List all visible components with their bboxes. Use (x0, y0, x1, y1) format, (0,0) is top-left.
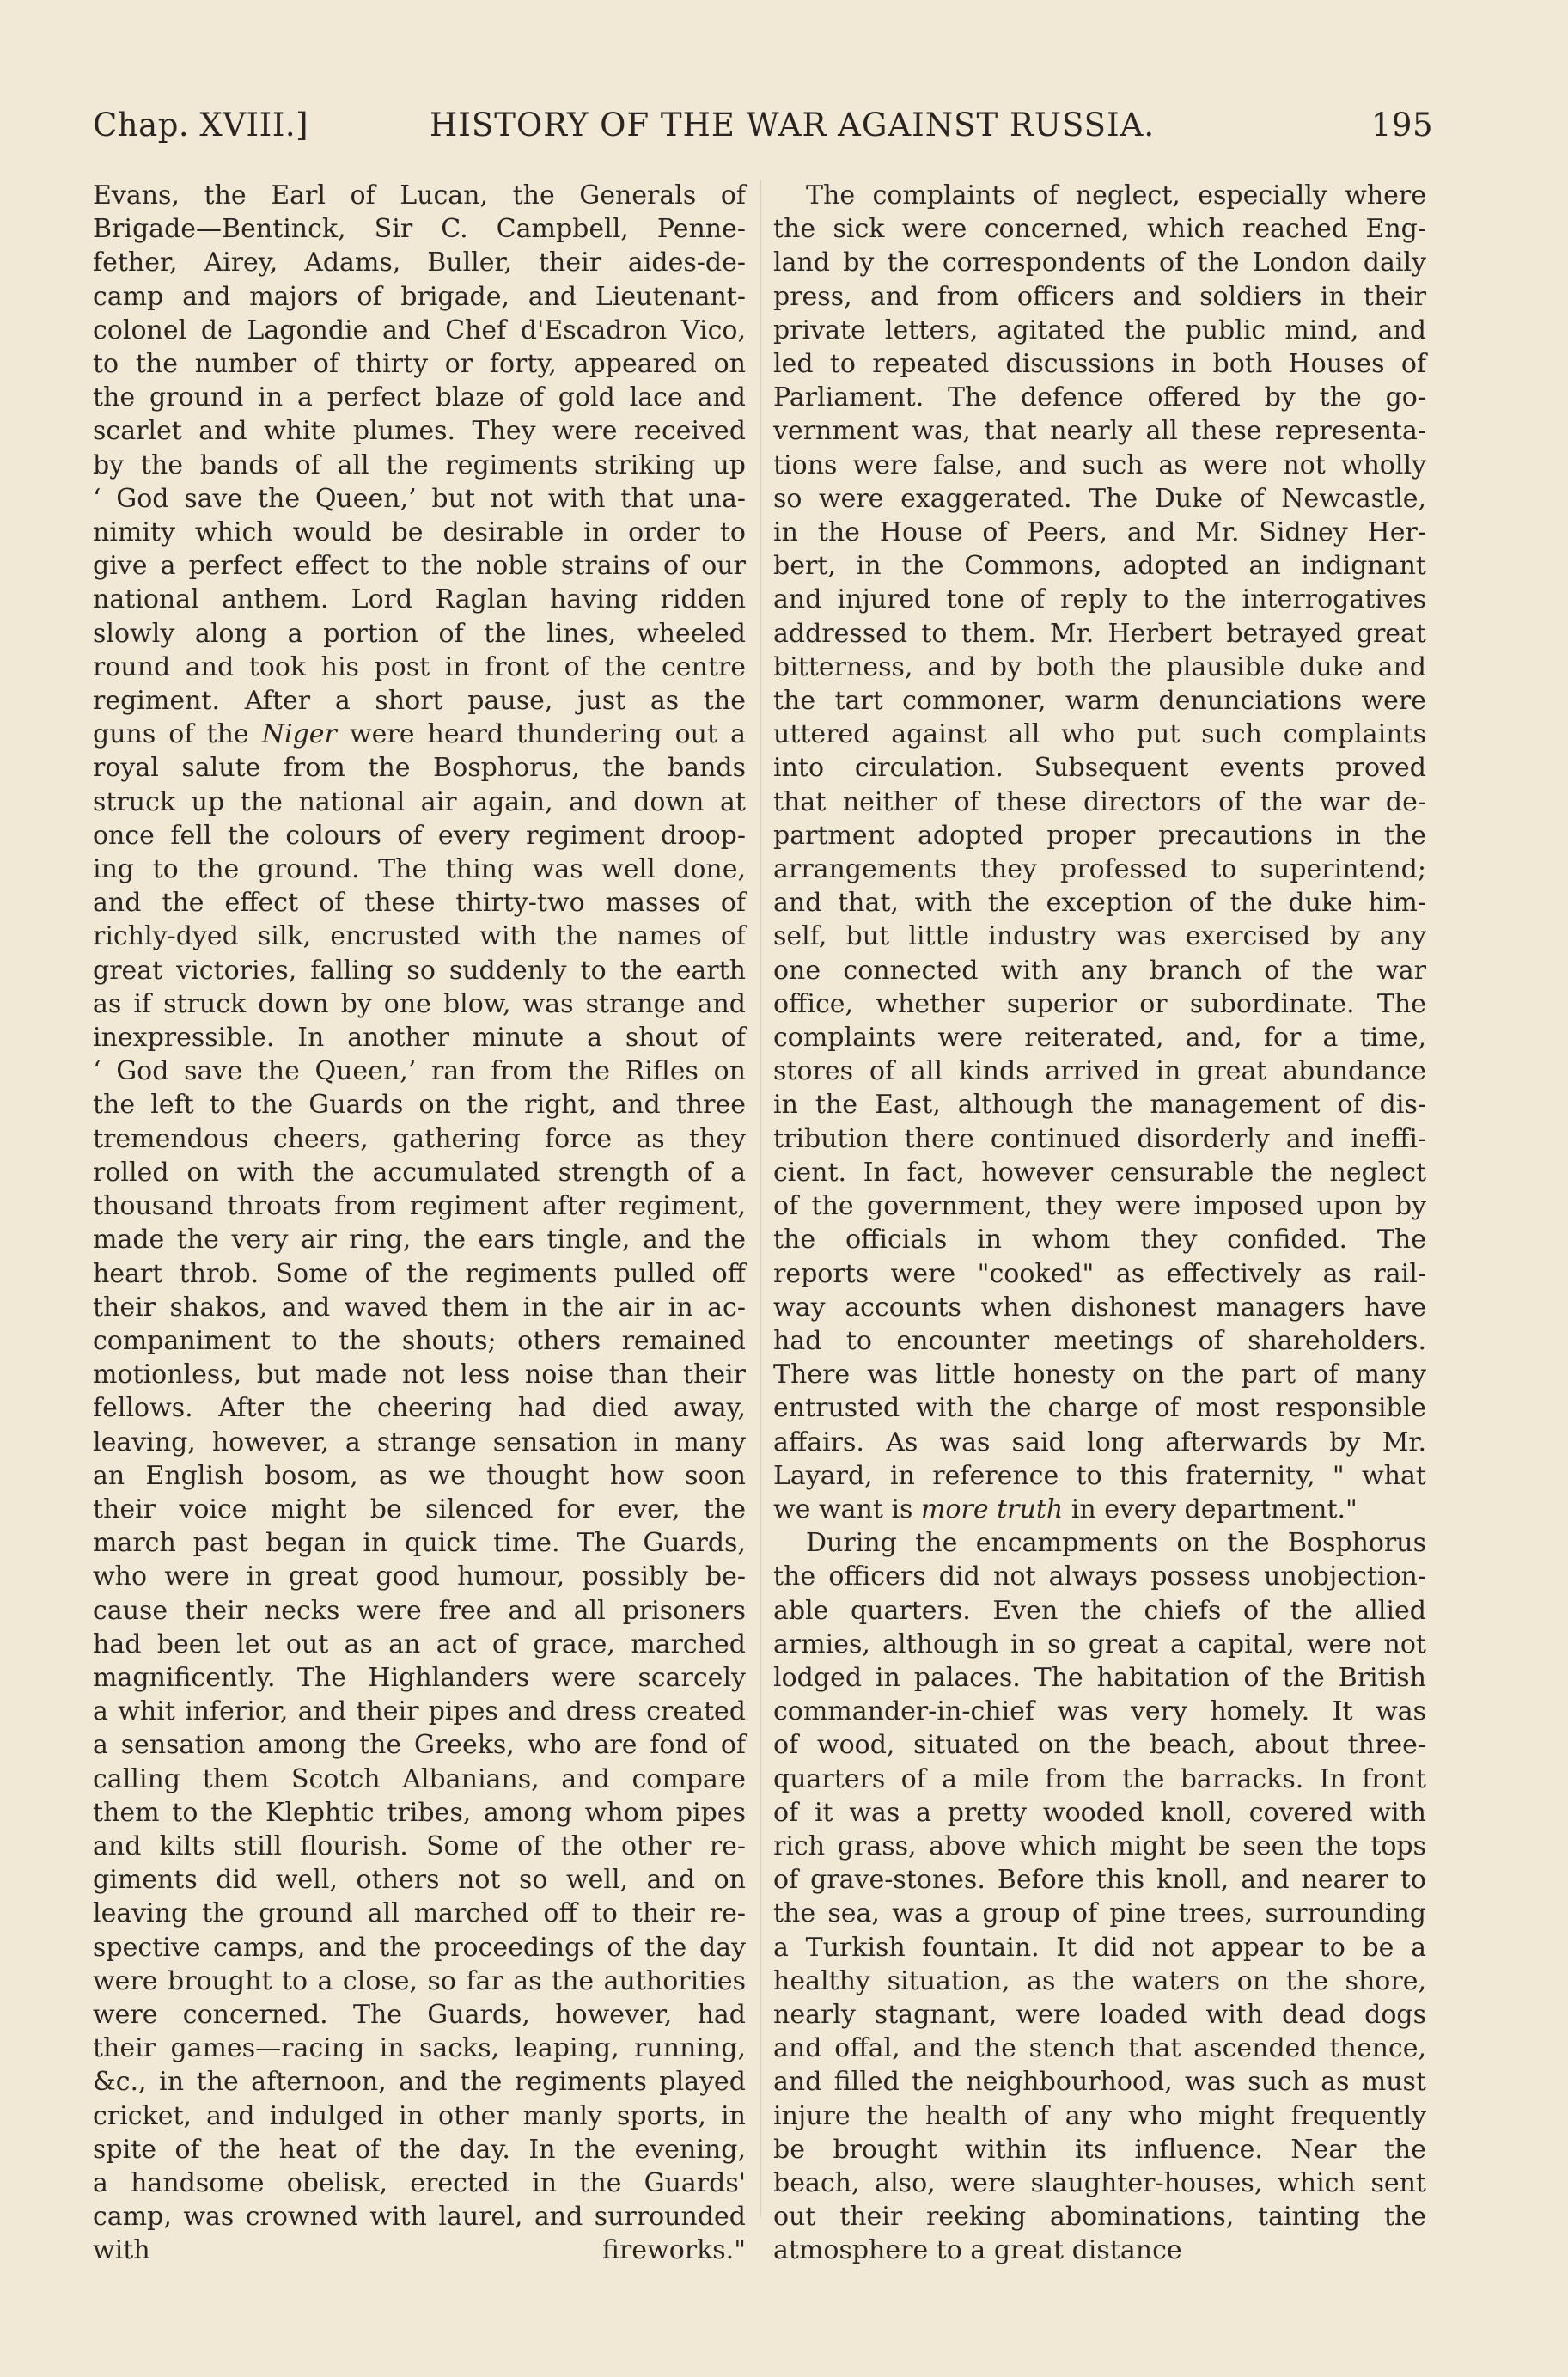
text-line: cause their necks were free and all prisoners (93, 1595, 746, 1626)
text-line: lodged in palaces. The habitation of the British (773, 1662, 1426, 1693)
text-line: colonel de Lagondie and Chef d'Escadron Vico, (93, 315, 746, 345)
text-line: ing to the ground. The thing was well done, (93, 854, 746, 885)
text-line: leaving the ground all marched off to their re- (93, 1898, 746, 1929)
text-line: a whit inferior, and their pipes and dress created (93, 1696, 746, 1727)
text-line: in the House of Peers, and Mr. Sidney Her- (773, 517, 1426, 548)
text-line: camp and majors of brigade, and Lieutenant- (93, 281, 746, 312)
text-line: camp, was crowned with laurel, and surrounded (93, 2202, 746, 2233)
text-line: press, and from officers and soldiers in their (773, 281, 1426, 312)
text-line: Layard, in reference to this fraternity, " what (773, 1460, 1426, 1491)
right-column (773, 179, 1426, 2268)
page-number: 195 (1370, 107, 1433, 144)
text-line: scarlet and white plumes. They were received (93, 416, 746, 447)
text-line: of wood, situated on the beach, about three- (773, 1730, 1426, 1761)
text-line: tremendous cheers, gathering force as they (93, 1123, 746, 1154)
text-line: calling them Scotch Albanians, and compare (93, 1763, 746, 1794)
text-line: guns of the Niger were heard thundering out a (93, 719, 747, 750)
text-line: the left to the Guards on the right, and three (93, 1090, 746, 1121)
text-line: an English bosom, as we thought how soon (93, 1460, 746, 1491)
text-line: and injured tone of reply to the interrogatives (773, 584, 1426, 615)
text-line: Evans, the Earl of Lucan, the Generals of (93, 180, 746, 211)
text-line: in the East, although the management of dis- (773, 1090, 1426, 1121)
text-line: cricket, and indulged in other manly sports, in (93, 2100, 746, 2131)
text-line: self, but little industry was exercised by any (773, 921, 1426, 952)
text-line: and offal, and the stench that ascended thence, (773, 2033, 1426, 2064)
text-line: During the encampments on the Bosphorus (806, 1528, 1426, 1559)
text-line: Parliament. The defence offered by the go- (773, 382, 1426, 413)
text-line: national anthem. Lord Raglan having ridden (93, 584, 746, 615)
text-line: able quarters. Even the chiefs of the allied (773, 1595, 1426, 1626)
text-line: and kilts still flourish. Some of the other re- (93, 1830, 746, 1861)
text-line: as if struck down by one blow, was strange and (93, 988, 746, 1019)
text-line: richly-dyed silk, encrusted with the names of (93, 921, 746, 952)
text-line: of the government, they were imposed upon by (773, 1191, 1426, 1222)
text-line: out their reeking abominations, tainting the (773, 2202, 1426, 2233)
text-line: vernment was, that nearly all these representa- (773, 416, 1426, 447)
text-line: fellows. After the cheering had died away, (93, 1393, 746, 1424)
text-line: to the number of thirty or forty, appeared on (93, 349, 746, 380)
text-line: who were in great good humour, possibly be- (93, 1561, 746, 1592)
text-line: motionless, but made not less noise than their (93, 1360, 746, 1390)
text-line: heart throb. Some of the regiments pulled off (93, 1258, 746, 1289)
text-line: bitterness, and by both the plausible duke and (773, 651, 1426, 682)
text-line: nimity which would be desirable in order to (93, 517, 746, 548)
text-line: bert, in the Commons, adopted an indignant (773, 551, 1426, 582)
text-line: way accounts when dishonest managers have (773, 1292, 1426, 1323)
text-line: ‘ God save the Queen,’ but not with that una- (93, 483, 746, 514)
column-divider (760, 180, 761, 2217)
text-line: inexpressible. In another minute a shout of (93, 1023, 746, 1054)
text-line: rich grass, above which might be seen the tops (773, 1830, 1426, 1861)
text-line: complaints were reiterated, and, for a time, (773, 1023, 1426, 1054)
text-line: nearly stagnant, were loaded with dead dogs (773, 1999, 1426, 2030)
text-line: healthy situation, as the waters on the shore, (773, 1965, 1426, 1996)
text-line: partment adopted proper precautions in the (773, 820, 1426, 851)
text-line: ‘ God save the Queen,’ ran from the Rifles on (93, 1056, 746, 1087)
text-line: cient. In fact, however censurable the neglect (773, 1157, 1426, 1188)
text-line: their shakos, and waved them in the air in ac- (93, 1292, 746, 1323)
text-line: tions were false, and such as were not wholly (773, 449, 1426, 480)
chapter-label: Chap. XVIII.] (93, 107, 309, 144)
text-line: give a perfect effect to the noble strains of our (93, 551, 746, 582)
text-line: their games—racing in sacks, leaping, running, (93, 2033, 746, 2064)
text-line: uttered against all who put such complaints (773, 719, 1426, 750)
text-line: that neither of these directors of the war de- (773, 786, 1426, 817)
text-line: The complaints of neglect, especially where (806, 180, 1426, 211)
text-line: we want is more truth in every department." (773, 1494, 1358, 1525)
text-line: had been let out as an act of grace, marched (93, 1628, 746, 1659)
left-column (93, 179, 746, 2268)
text-line: and the effect of these thirty-two masses of (93, 888, 746, 919)
text-line: by the bands of all the regiments striking up (93, 449, 746, 480)
page-header (93, 107, 1433, 158)
text-line: Brigade—Bentinck, Sir C. Campbell, Penne- (93, 214, 746, 245)
text-line: made the very air ring, the ears tingle, and the (93, 1225, 746, 1256)
text-line: reports were "cooked" as effectively as rail- (773, 1258, 1426, 1289)
text-line: great victories, falling so suddenly to the earth (93, 955, 746, 986)
text-line: the officials in whom they confided. The (773, 1225, 1426, 1256)
text-line: land by the correspondents of the London daily (773, 247, 1426, 278)
text-line: addressed to them. Mr. Herbert betrayed great (773, 618, 1426, 649)
text-line: fether, Airey, Adams, Buller, their aides-de- (93, 247, 746, 278)
text-line: round and took his post in front of the centre (93, 651, 746, 682)
text-line: stores of all kinds arrived in great abundance (773, 1056, 1426, 1087)
text-line: rolled on with the accumulated strength of a (93, 1157, 746, 1188)
text-line: led to repeated discussions in both Houses of (773, 349, 1426, 380)
text-line: a handsome obelisk, erected in the Guards' (93, 2167, 746, 2198)
text-line: one connected with any branch of the war (773, 955, 1426, 986)
text-line: struck up the national air again, and down at (93, 786, 746, 817)
text-line: office, whether superior or subordinate. The (773, 988, 1426, 1019)
text-line: commander-in-chief was very homely. It was (773, 1696, 1426, 1727)
text-line: so were exaggerated. The Duke of Newcastle, (773, 483, 1426, 514)
text-line: spective camps, and the proceedings of the day (93, 1932, 746, 1963)
text-line: quarters of a mile from the barracks. In front (773, 1763, 1426, 1794)
text-line: spite of the heat of the day. In the evening, (93, 2134, 746, 2165)
text-line: the officers did not always possess unobjection- (773, 1561, 1426, 1592)
text-line: and filled the neighbourhood, was such as must (773, 2067, 1426, 2098)
text-line: thousand throats from regiment after regiment, (93, 1191, 746, 1222)
text-line: once fell the colours of every regiment droop- (93, 820, 746, 851)
text-line: leaving, however, a strange sensation in many (93, 1427, 746, 1457)
text-line: their voice might be silenced for ever, the (93, 1494, 746, 1525)
text-line: and that, with the exception of the duke him- (773, 888, 1426, 919)
text-line: the tart commoner, warm denunciations were (773, 686, 1426, 717)
text-line: private letters, agitated the public mind, and (773, 315, 1426, 345)
text-line: a Turkish fountain. It did not appear to be a (773, 1932, 1426, 1963)
text-line: regiment. After a short pause, just as the (93, 686, 746, 717)
text-line: giments did well, others not so well, and on (93, 1865, 746, 1896)
text-line: march past began in quick time. The Guards, (93, 1528, 746, 1559)
text-line: entrusted with the charge of most responsible (773, 1393, 1426, 1424)
running-title: HISTORY OF THE WAR AGAINST RUSSIA. (430, 107, 1156, 144)
text-line: were brought to a close, so far as the authorities (93, 1965, 746, 1996)
text-line: a sensation among the Greeks, who are fond of (93, 1730, 746, 1761)
text-line: affairs. As was said long afterwards by Mr. (773, 1427, 1426, 1457)
text-line: into circulation. Subsequent events proved (773, 753, 1426, 784)
text-line: atmosphere to a great distance (773, 2235, 1182, 2266)
text-line: beach, also, were slaughter-houses, which sent (773, 2167, 1426, 2198)
text-line: of grave-stones. Before this knoll, and nearer to (773, 1865, 1426, 1896)
text-line: armies, although in so great a capital, were not (773, 1628, 1426, 1659)
text-line: slowly along a portion of the lines, wheeled (93, 618, 746, 649)
text-line: royal salute from the Bosphorus, the bands (93, 753, 746, 784)
text-line: were concerned. The Guards, however, had (93, 1999, 746, 2030)
text-line: the ground in a perfect blaze of gold lace and (93, 382, 746, 413)
text-line: of it was a pretty wooded knoll, covered with (773, 1797, 1426, 1828)
text-line: companiment to the shouts; others remained (93, 1325, 746, 1356)
text-line: be brought within its influence. Near the (773, 2134, 1426, 2165)
text-line: tribution there continued disorderly and ineffi- (773, 1123, 1426, 1154)
text-line: There was little honesty on the part of many (773, 1360, 1426, 1390)
text-line: injure the health of any who might frequently (773, 2100, 1426, 2131)
text-line: had to encounter meetings of shareholders. (773, 1325, 1426, 1356)
text-line: the sea, was a group of pine trees, surrounding (773, 1898, 1426, 1929)
text-line: magnificently. The Highlanders were scarcely (93, 1662, 746, 1693)
text-line: with fireworks." (93, 2235, 746, 2266)
text-line: arrangements they professed to superintend; (773, 854, 1426, 885)
text-line: the sick were concerned, which reached Eng- (773, 214, 1426, 245)
text-line: &c., in the afternoon, and the regiments played (93, 2067, 746, 2098)
text-line: them to the Klephtic tribes, among whom pipes (93, 1797, 746, 1828)
